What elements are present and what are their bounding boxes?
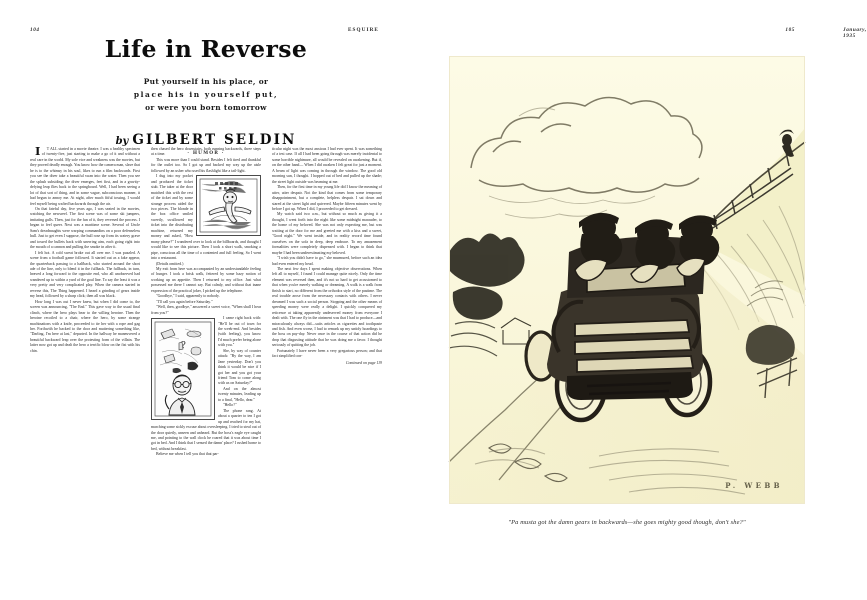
left-page	[0, 0, 411, 600]
byline-author: GILBERT SELDIN	[132, 132, 297, 149]
right-page	[411, 0, 867, 600]
text-column-2	[151, 147, 261, 572]
paragraph: (Details omitted.)	[156, 261, 184, 266]
paragraph: How long I was out I never knew, but when I did come to, the screen was announcing, "The End." This gave way to the usual final clinch, where the hero plays bear to the willing heroine. Then the heroine recoiled to a chair, where the hero, by some strange machinations with a knife, proceeded to tie her with a rope and gag her. Forthwith he backed to the door and muttering something like, "Darling, I'm here at last," departed. In the hallway he maneuvered a beautiful backward leap over the protesting form of the villain. The latter now got up and dealt the hero a terrific blow on the fist with his chin.	[30, 299, 140, 353]
left-running-head-magazine: ESQUIRE	[347, 27, 379, 33]
diver-spot-illustration	[196, 175, 261, 236]
paragraph: "Well, then, goodbye," answered a sweet voice, "When shall I hear from you?"	[151, 305, 261, 315]
paragraph: IT ALL started in a movie theatre. I was a healthy specimen of twenty-five, just starting to make a go of it and without a real care in the world. My sole vice and weakness was the movies, but they proved deadly enough. You know how the camera man, slave that he is to the whimsy in his soul, likes to run a film backwards. First you see the diver take a beautiful swan into the water. Then you see the splash subsiding; the diver emerges, feet first, and in a gravity-defying leap flies back to the springboard. Well, I had been seeing a lot of that sort of thing, and in some vague, subconscious manner, it had begun to annoy me. At night, after much fitful tossing, I would feel myself being wafted backwards through the air.	[30, 144, 140, 206]
deck-line-2: place his in yourself put,	[133, 89, 279, 99]
svg-text:?: ?	[181, 341, 186, 352]
paragraph: On that fateful day, five years ago, I was seated in the movies, watching the newsreel. The first scene was of some ski jumpers, imitating gulls. Then, just for the fun of it, they reversed the process. I began to feel queer. Next was a maritime scene. Several of Uncle Sam's dreadnaughts were warping commandins on a poor defenseless hull. Just to get even I suppose, the hull rose up from its watery grave and tossed the bullets back with unerring aim, each going right into the mouth of a cannon and pulling the smoke in after it.	[30, 206, 140, 250]
paragraph: Believe me when I tell you that that par-	[156, 452, 219, 457]
text-column-3	[272, 147, 382, 572]
paragraph: "I wish you didn't have to go," she murmured, before such an idea had even entered my head.	[272, 256, 382, 266]
paragraph: ticular night was the most anxious I had ever spent. It was something of a test case. If all I had been going through was merely incidental to some horrible nightmare, all would be revealed on awakening. But if, on the other hand— When I did awaken I felt great for just a moment. A beam of light was coming in through the window. The good old morning sun, I thought. I hopped out of bed and pulled up the shade; the street light outside was beaming at me.	[272, 147, 382, 184]
left-page-folio: 104	[30, 27, 40, 33]
article-body-columns	[30, 144, 382, 572]
article-deck	[30, 75, 382, 115]
paragraph: My watch said two a.m., but without so much as giving it a thought, I went forth into the night like some midnight marauder, to the home of my beloved. She was not only expecting me, but was waiting at the door for me and greeted me with a kiss and a sweet, "Good night." We went inside, and in reality record time found ourselves on the sofa in deep, deep embrace. To my amazement formalities were completely dispensed with. I began to think that maybe I had been underestimating my beloved.	[272, 212, 382, 255]
byline-prefix: by	[115, 136, 129, 148]
paragraph: And on the almost twenty minutes, leading up to a final, "Hello, dear."	[218, 386, 261, 402]
illustration-caption: "Pa musta got the damn gears in backwards—she goes mighty good though, don't she?"	[508, 519, 746, 526]
paragraph: then chased the hero downstairs, both running backwards, three steps at a time.	[151, 147, 261, 157]
text-column-1	[30, 144, 140, 572]
deck-line-1: Put yourself in his place, or	[143, 76, 269, 86]
main-illustration	[449, 56, 805, 504]
paragraph: I felt hot. A cold sweat broke out all over me. I was puzzled. A scene from a football game followed. It started out as a fake appear, the quarterback passing to a halfback, who started around the short ade of the line, only to blend it in the fullback. The fullback, in turn, heaved a long forward to the opposite end, who all unobserved had wandered up to within a yard of the goal line. To say the least it was a very pretty and very complicated play. When the camera started in reverse this, The Thing happened. I heard a grinding of gears inside my head, followed by a sharp click; then all was black.	[30, 250, 140, 299]
paragraph: She, by way of counter attack: "By the way, I am Jane yesterday. Don't you think it would be nice if I got her and you got your friend Tom to come along with us on Saturday?"	[218, 348, 261, 386]
deck-line-3: or were you born tomorrow	[145, 102, 267, 112]
paragraph: The phone rang. At about a quarter to ten I got up and reached for my hat, marching some sickly excuse about oversleeping. I tried to steal out of the door quietly, unseen and unheard. But the boss's eagle eye caught me, and pointing to the wall clock he roared that it was about time I got in bed. And I think that I sensed the damn' place? I rushed home to bed, without breakfast.	[151, 408, 261, 451]
right-running-head-date: January, 1935	[843, 27, 867, 39]
paragraph: This was more than I could stand. Besides I felt tired and thankful for the outlet too. So I got up and backed my way up the aisle followed by an usher who used his flashlight like a tail-light.	[151, 157, 261, 173]
paragraph: Fortunately I have never been a very gregarious person; and that fact simplified con-	[272, 348, 382, 359]
continued-line: Continued on page 119	[345, 360, 382, 365]
paragraph: "Goodbye," I said, apparently to nobody.	[156, 294, 220, 299]
illustrator-signature: P. WEBB	[725, 481, 783, 490]
paragraph: I dug into my pocket and produced the ticket stub. The taker at the door matched this with the rest of the ticket and by some strange process aided the two pieces. The blonde in the box office smiled sweetly, swallowed my ticket into the distributing machine, returned my money and asked, "How many please?" I wandered over to look at the billboards, and thought I would like to see this picture. Then I took a short walk, smoking a pipe, conscious all the time of a contented and full feeling. So I went into a restaurant.	[151, 174, 261, 261]
article-category-kicker: · HUMOR ·	[187, 151, 225, 157]
article-headline: Life in Reverse	[104, 35, 308, 63]
paragraph: "I'll call you again before Saturday."	[156, 299, 213, 304]
paragraph: My exit from here was accompanied by an understandable feeling of hunger. I took a brisk walk, fettered by some hazy notion of working up an appetite. Then I returned to my office. Just what possessed me there I cannot say. But calmly, and without that inane expression of the practical joker, I picked up the telephone.	[151, 266, 261, 293]
chaos-spot-illustration	[151, 318, 215, 420]
article-title-block	[30, 35, 382, 157]
paragraph: I came right back with: "He'll be out of town for the week-end. And besides (with feeling), you know I'd much prefer being alone with you."	[218, 316, 261, 348]
paragraph: The next few days I spent making objective observations. When left all to myself, I found I could manage quite nicely. Only the time element was reversed then, and it's not so hard to get accustomed to that when you're merely walking or dreaming. A walk is a walk from finish to start, no different from the orthodox style of the pastime. The real trouble arose from the necessary contacts with others. I never dreamed I was such a social person. Stopping and the other means of speeding money were really a delight. I quickly conquered my reticence at taking apparently undeserved money from everyone I dealt with. The one fly in the ointment was that I had to produce—and miraculously always did—suits articles as cigarettes and toothpaste and fish. And even worse, I had to remark up my untidy hoardings to the boss on pay-day. Never once in the course of that action did he drop that disgusting attitude that he was doing me a favor. I thought seriously of quitting the job.	[272, 266, 382, 348]
paragraph: "Hello?"	[223, 403, 237, 408]
article-byline	[30, 129, 382, 148]
paragraph: Then, for the first time in my young life did I know the meaning of utter, utter despair. Not the kind that comes from some temporary disappointment, but a complete, helpless despair. I sat down and stared at the street light and quivered. Maybe fifteen minutes went by before I got up. When I did, I proceeded to get dressed.	[272, 185, 382, 211]
right-page-folio: 105	[785, 27, 795, 33]
